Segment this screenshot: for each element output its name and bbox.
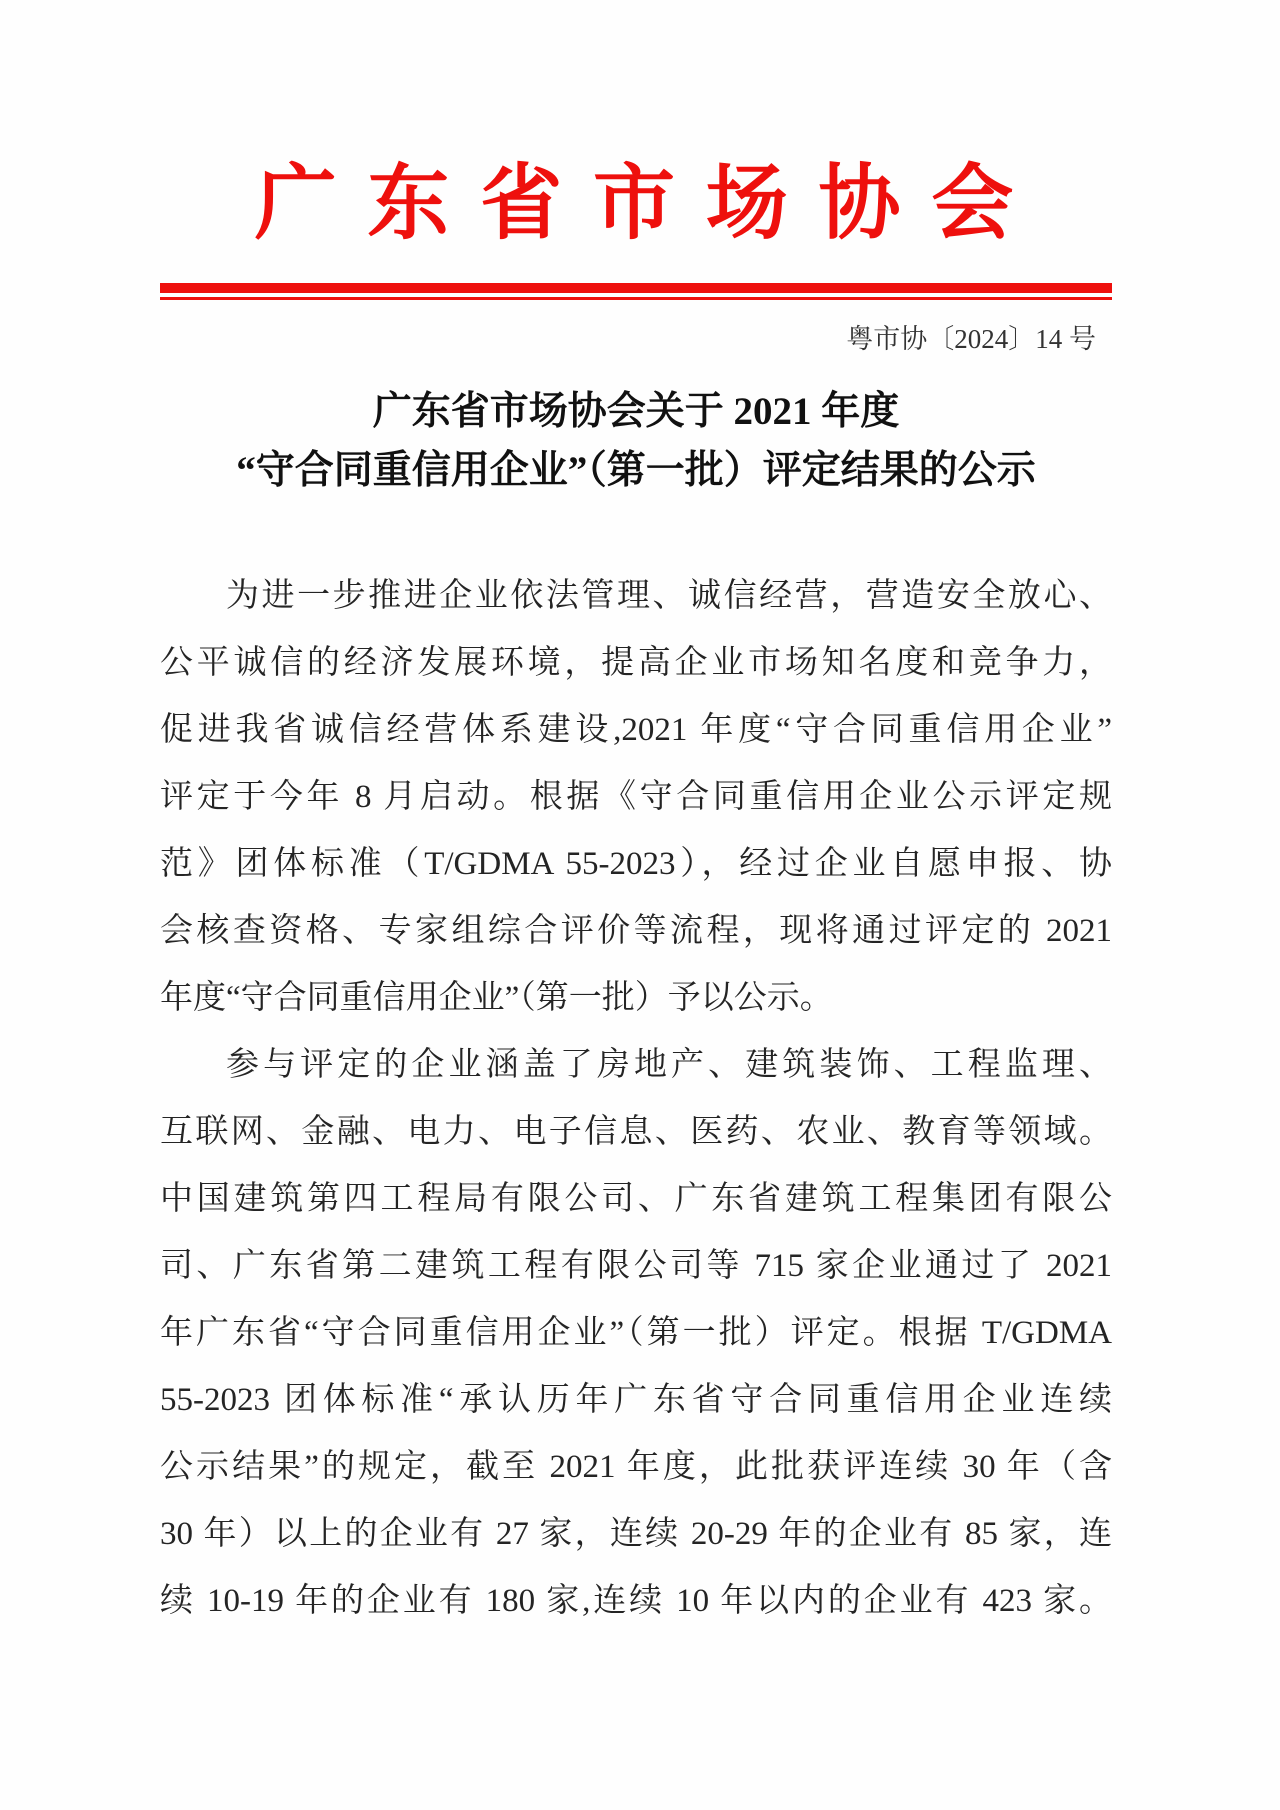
paragraph-1 (160, 563, 1112, 1032)
body-line: 互联网、金融、电力、电子信息、医药、农业、教育等领域。 (160, 1114, 1112, 1150)
body-line: 中国建筑第四工程局有限公司、广东省建筑工程集团有限公 (160, 1181, 1112, 1217)
letterhead-org-name: 广 东 省 市 场 协 会 (254, 158, 1018, 249)
body-line: 为进一步推进企业依法管理、诚信经营，营造安全放心、 (226, 578, 1112, 614)
paragraph-2 (160, 1032, 1112, 1635)
body-line: 续 10-19 年的企业有 180 家,连续 10 年以内的企业有 423 家。 (160, 1583, 1112, 1619)
body-line: 公示结果”的规定，截至 2021 年度，此批获评连续 30 年（含 (160, 1449, 1112, 1485)
body-line: 参与评定的企业涵盖了房地产、建筑装饰、工程监理、 (226, 1047, 1112, 1083)
body-line: 范》团体标准（T/GDMA 55-2023），经过企业自愿申报、协 (160, 846, 1112, 882)
document-title-line-2: “守合同重信用企业”（第一批）评定结果的公示 (236, 449, 1036, 492)
body-line: 年广东省“守合同重信用企业”（第一批）评定。根据 T/GDMA (160, 1315, 1112, 1351)
document-title-line-1: 广东省市场协会关于 2021 年度 (372, 390, 900, 433)
body-line: 55-2023 团体标准“承认历年广东省守合同重信用企业连续 (160, 1382, 1112, 1418)
document-body (160, 563, 1112, 1635)
body-line: 30 年）以上的企业有 27 家，连续 20-29 年的企业有 85 家，连 (160, 1516, 1112, 1552)
body-line: 公平诚信的经济发展环境，提高企业市场知名度和竞争力， (160, 645, 1112, 681)
letterhead-double-rule (160, 283, 1112, 300)
rule-thick-line (160, 283, 1112, 293)
body-line: 促进我省诚信经营体系建设,2021 年度“守合同重信用企业” (160, 712, 1112, 748)
body-line: 司、广东省第二建筑工程有限公司等 715 家企业通过了 2021 (160, 1248, 1112, 1284)
body-line: 评定于今年 8 月启动。根据《守合同重信用企业公示评定规 (160, 779, 1112, 815)
body-line: 会核查资格、专家组综合评价等流程，现将通过评定的 2021 (160, 913, 1112, 949)
body-line: 年度“守合同重信用企业”（第一批）予以公示。 (160, 980, 833, 1016)
document-title (160, 382, 1112, 500)
document-number: 粤市协〔2024〕14 号 (846, 324, 1096, 354)
document-content (160, 0, 1112, 1635)
rule-thin-line (160, 297, 1112, 300)
